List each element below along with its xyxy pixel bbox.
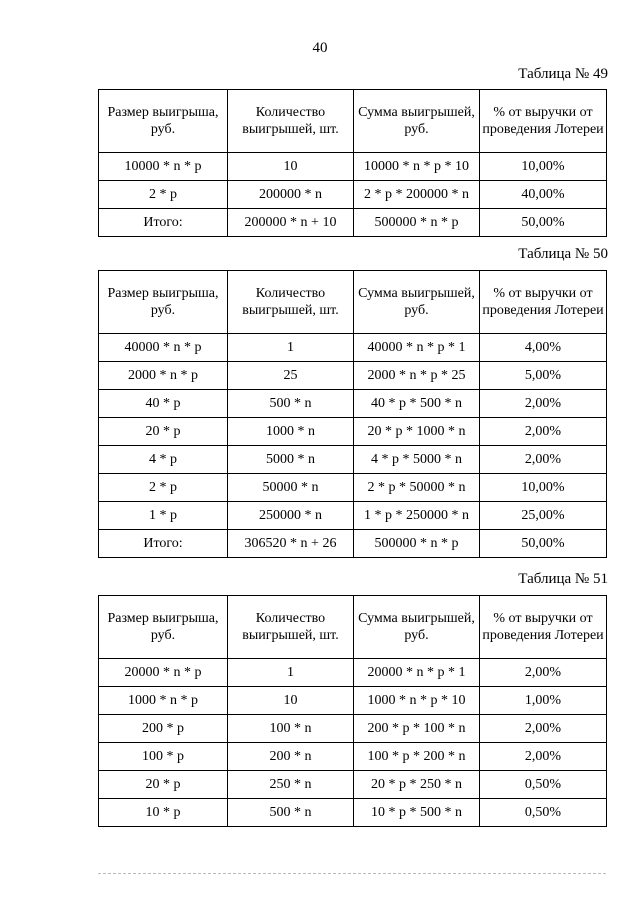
cell-prize-size: 2 * p xyxy=(99,181,228,209)
cell-prize-count: 10 xyxy=(228,687,354,715)
prize-table-50 xyxy=(98,270,607,558)
cell-prize-count: 1 xyxy=(228,659,354,687)
table-row xyxy=(99,153,607,181)
cell-prize-size: 20 * p xyxy=(99,418,228,446)
cell-prize-sum: 40 * p * 500 * n xyxy=(354,390,480,418)
table-row xyxy=(99,390,607,418)
table-row xyxy=(99,181,607,209)
cell-revenue-percent: 2,00% xyxy=(480,418,607,446)
cell-prize-count: 1000 * n xyxy=(228,418,354,446)
cell-prize-size: 200 * p xyxy=(99,715,228,743)
cell-prize-size: 40000 * n * p xyxy=(99,334,228,362)
cell-prize-count: 500 * n xyxy=(228,799,354,827)
cell-revenue-percent: 2,00% xyxy=(480,446,607,474)
cell-prize-sum: 500000 * n * p xyxy=(354,209,480,237)
table-total-row xyxy=(99,530,607,558)
cell-revenue-percent: 5,00% xyxy=(480,362,607,390)
cell-revenue-percent: 2,00% xyxy=(480,390,607,418)
table-row xyxy=(99,743,607,771)
table-row xyxy=(99,687,607,715)
header-prize-sum: Сумма выигрышей, руб. xyxy=(354,271,480,334)
cell-prize-sum: 1000 * n * p * 10 xyxy=(354,687,480,715)
table-row xyxy=(99,659,607,687)
cell-revenue-percent: 1,00% xyxy=(480,687,607,715)
table-row xyxy=(99,502,607,530)
cell-prize-size: 10000 * n * p xyxy=(99,153,228,181)
cell-prize-size: 4 * p xyxy=(99,446,228,474)
cell-prize-sum: 2 * p * 200000 * n xyxy=(354,181,480,209)
table-caption: Таблица № 51 xyxy=(518,571,608,587)
cell-prize-size: 1 * p xyxy=(99,502,228,530)
cell-prize-sum: 4 * p * 5000 * n xyxy=(354,446,480,474)
header-prize-count: Количество выигрышей, шт. xyxy=(228,271,354,334)
cell-prize-count: 50000 * n xyxy=(228,474,354,502)
cell-prize-count: 250000 * n xyxy=(228,502,354,530)
table-caption: Таблица № 49 xyxy=(518,66,608,82)
cell-prize-count: 5000 * n xyxy=(228,446,354,474)
table-total-row xyxy=(99,209,607,237)
cell-revenue-percent: 50,00% xyxy=(480,209,607,237)
cell-prize-size: 40 * p xyxy=(99,390,228,418)
cell-prize-size: 100 * p xyxy=(99,743,228,771)
table-row xyxy=(99,771,607,799)
header-prize-size: Размер выигрыша, руб. xyxy=(99,271,228,334)
page-bottom-divider xyxy=(98,873,606,874)
cell-revenue-percent: 25,00% xyxy=(480,502,607,530)
header-revenue-percent: % от выручки от проведения Лотереи xyxy=(480,271,607,334)
prize-table-51 xyxy=(98,595,607,827)
cell-prize-size: Итого: xyxy=(99,209,228,237)
cell-prize-sum: 20 * p * 250 * n xyxy=(354,771,480,799)
cell-prize-size: 2 * p xyxy=(99,474,228,502)
header-revenue-percent: % от выручки от проведения Лотереи xyxy=(480,596,607,659)
cell-prize-size: 20000 * n * p xyxy=(99,659,228,687)
cell-revenue-percent: 2,00% xyxy=(480,659,607,687)
cell-revenue-percent: 40,00% xyxy=(480,181,607,209)
header-prize-count: Количество выигрышей, шт. xyxy=(228,90,354,153)
cell-prize-sum: 20000 * n * p * 1 xyxy=(354,659,480,687)
cell-prize-count: 250 * n xyxy=(228,771,354,799)
cell-prize-sum: 100 * p * 200 * n xyxy=(354,743,480,771)
cell-prize-size: Итого: xyxy=(99,530,228,558)
cell-prize-size: 10 * p xyxy=(99,799,228,827)
cell-prize-count: 10 xyxy=(228,153,354,181)
table-row xyxy=(99,418,607,446)
cell-revenue-percent: 10,00% xyxy=(480,153,607,181)
header-prize-count: Количество выигрышей, шт. xyxy=(228,596,354,659)
table-row xyxy=(99,799,607,827)
cell-prize-count: 500 * n xyxy=(228,390,354,418)
cell-prize-count: 25 xyxy=(228,362,354,390)
cell-revenue-percent: 4,00% xyxy=(480,334,607,362)
cell-prize-sum: 2 * p * 50000 * n xyxy=(354,474,480,502)
table-header-row xyxy=(99,596,607,659)
table-header-row xyxy=(99,271,607,334)
cell-prize-sum: 1 * p * 250000 * n xyxy=(354,502,480,530)
cell-revenue-percent: 2,00% xyxy=(480,715,607,743)
cell-prize-count: 306520 * n + 26 xyxy=(228,530,354,558)
header-prize-size: Размер выигрыша, руб. xyxy=(99,90,228,153)
table-caption: Таблица № 50 xyxy=(518,246,608,262)
cell-prize-count: 1 xyxy=(228,334,354,362)
cell-prize-sum: 20 * p * 1000 * n xyxy=(354,418,480,446)
cell-revenue-percent: 50,00% xyxy=(480,530,607,558)
cell-revenue-percent: 0,50% xyxy=(480,771,607,799)
prize-table-49 xyxy=(98,89,607,237)
header-prize-sum: Сумма выигрышей, руб. xyxy=(354,90,480,153)
cell-prize-size: 2000 * n * p xyxy=(99,362,228,390)
cell-prize-size: 1000 * n * p xyxy=(99,687,228,715)
cell-prize-sum: 10 * p * 500 * n xyxy=(354,799,480,827)
cell-prize-sum: 40000 * n * p * 1 xyxy=(354,334,480,362)
table-row xyxy=(99,446,607,474)
page-number: 40 xyxy=(312,40,328,56)
table-row xyxy=(99,474,607,502)
header-prize-size: Размер выигрыша, руб. xyxy=(99,596,228,659)
table-row xyxy=(99,362,607,390)
cell-prize-sum: 200 * p * 100 * n xyxy=(354,715,480,743)
header-revenue-percent: % от выручки от проведения Лотереи xyxy=(480,90,607,153)
cell-prize-count: 100 * n xyxy=(228,715,354,743)
header-prize-sum: Сумма выигрышей, руб. xyxy=(354,596,480,659)
cell-prize-count: 200000 * n xyxy=(228,181,354,209)
cell-prize-sum: 500000 * n * p xyxy=(354,530,480,558)
table-header-row xyxy=(99,90,607,153)
cell-prize-sum: 10000 * n * p * 10 xyxy=(354,153,480,181)
cell-prize-sum: 2000 * n * p * 25 xyxy=(354,362,480,390)
cell-revenue-percent: 0,50% xyxy=(480,799,607,827)
cell-revenue-percent: 10,00% xyxy=(480,474,607,502)
cell-prize-count: 200000 * n + 10 xyxy=(228,209,354,237)
table-row xyxy=(99,715,607,743)
table-row xyxy=(99,334,607,362)
cell-prize-count: 200 * n xyxy=(228,743,354,771)
cell-prize-size: 20 * p xyxy=(99,771,228,799)
cell-revenue-percent: 2,00% xyxy=(480,743,607,771)
